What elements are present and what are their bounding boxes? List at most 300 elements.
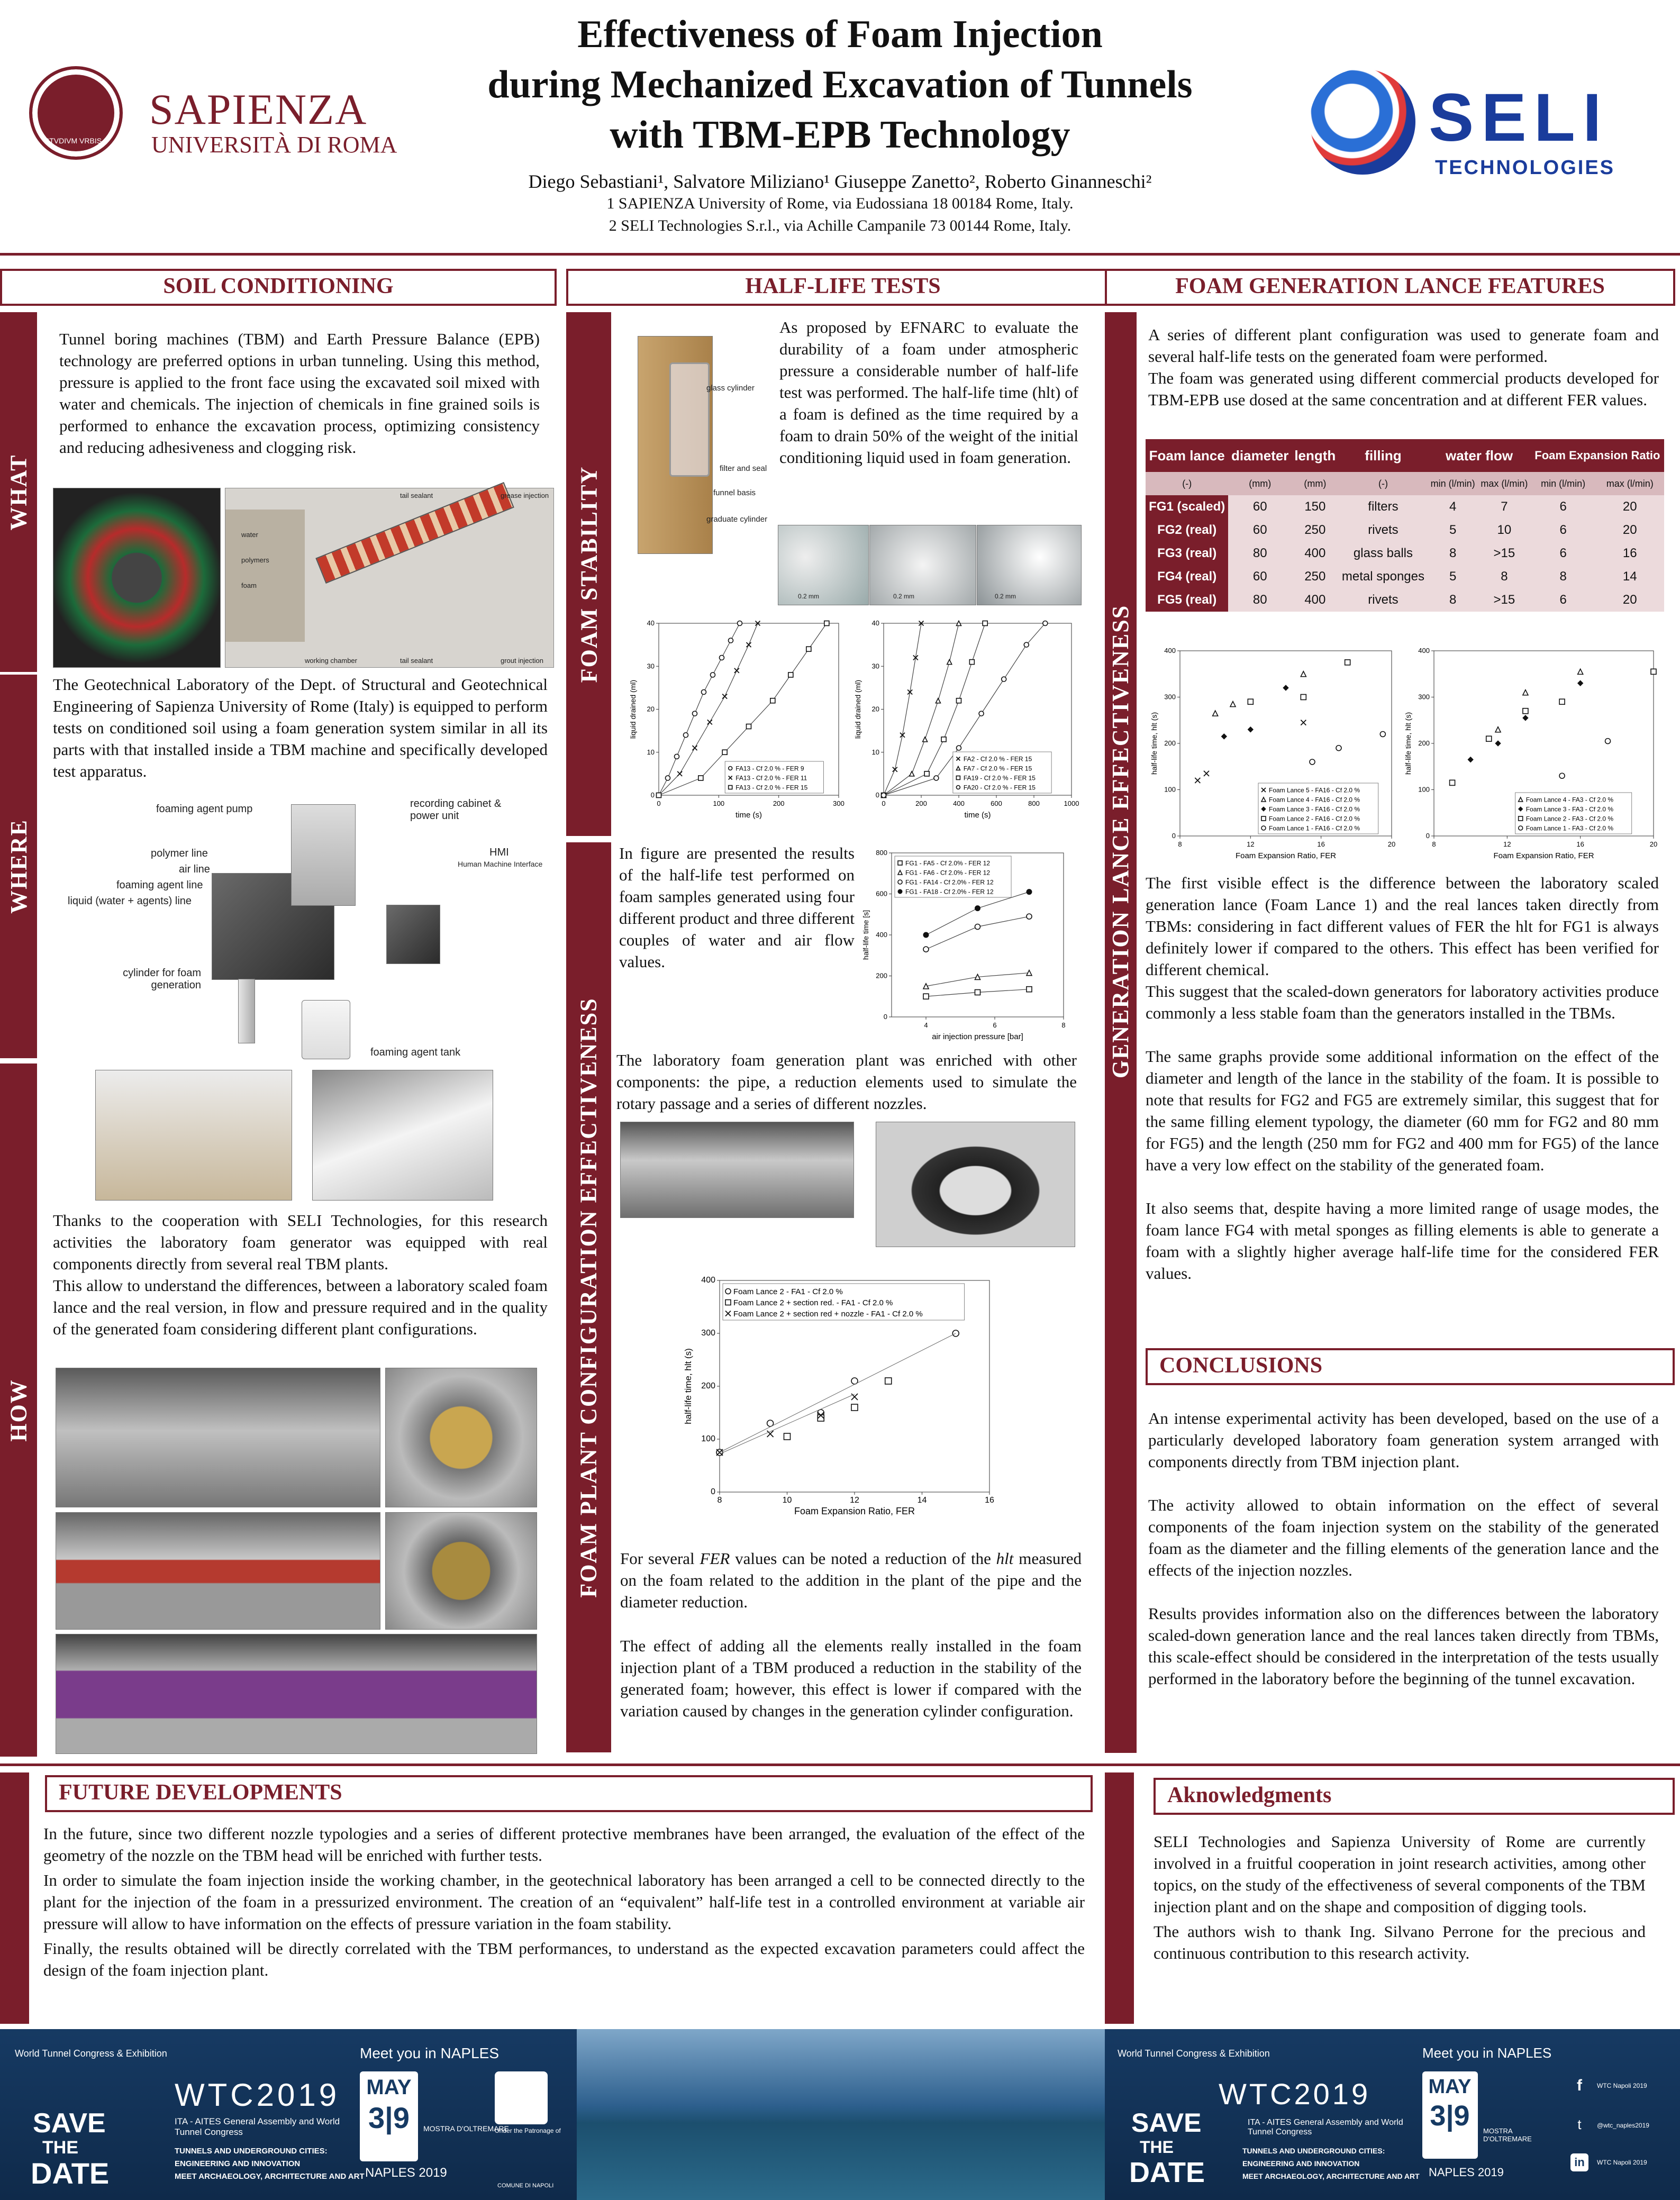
x-tick-label: 8	[717, 1496, 722, 1505]
table-cell: >15	[1478, 542, 1531, 565]
data-point	[956, 786, 960, 789]
data-point	[1310, 759, 1315, 765]
data-point	[941, 737, 946, 742]
data-point	[784, 1433, 791, 1440]
table-cell: 20	[1595, 495, 1664, 519]
table-row	[1146, 495, 1664, 519]
legend-entry: FG1 - FA14 - Cf 2.0% - FER 12	[905, 878, 994, 886]
table-row	[1146, 588, 1664, 612]
micro-scale-1: 0.2 mm	[798, 593, 820, 600]
purple-lance-photo	[56, 1634, 537, 1754]
x-tick-label: 0	[657, 799, 661, 807]
conclusions-p1: An intense experimental activity has been developed, based on the use of a particularly developed laboratory foam generation system arranged with components directly from TBM injection plant.	[1148, 1409, 1659, 1471]
future-p3: Finally, the results obtained will be directly correlated with the TBM performances, to understand as the expected excavation parameters could affect the design of the foam injection plant.	[43, 1939, 1085, 1979]
legend-entry: FG1 - FA6 - Cf 2.0% - FER 12	[905, 869, 991, 877]
banner-right-naples: NAPLES 2019	[1429, 2166, 1504, 2179]
x-axis-label: time (s)	[735, 811, 762, 820]
x-tick-label: 8	[1178, 840, 1182, 848]
affiliation-2: 2 SELI Technologies S.r.l., via Achille Campanile 73 00144 Rome, Italy.	[609, 217, 1071, 234]
data-point	[729, 767, 732, 770]
lance-text-3: The same graphs provide some additional information on the effect of the diameter and length of the lance in the stability of the foam. It is possible to note that results for FG2 and FG5 are extremely similar, this suggest that for the same filling element typology, the diameter (60 mm for FG2 and 80 mm for FG5) and the length (250 mm for FG2 and 400 mm for FG5) of the lance have a very low effect on the stability of the generated foam.	[1146, 1047, 1659, 1174]
table-cell: >15	[1478, 588, 1531, 612]
data-point	[957, 746, 961, 750]
x-tick-label: 200	[915, 799, 927, 807]
where-text: The Geotechnical Laboratory of the Dept. of Structural and Geotechnical Engineering of Sapienza University of Rome (Italy) is equipped to perform tests on conditioned soil using a foam generation system similar in all its parts with that installed inside a TBM machine and specifically developed test apparatus.	[53, 675, 548, 780]
data-point	[675, 754, 679, 759]
ack-text	[1154, 1831, 1646, 1964]
conclusions-side-bar	[1105, 1348, 1137, 1753]
chart-drain-b	[852, 618, 1079, 832]
unit-cell: min (l/min)	[1428, 472, 1478, 495]
y-tick-label: 0	[650, 791, 655, 799]
table-cell: metal sponges	[1339, 565, 1428, 588]
social-linkedin[interactable]: WTC Napoli 2019	[1597, 2159, 1647, 2166]
how-text-1: Thanks to the cooperation with SELI Technologies, for this research activities the laboratory foam generator was equipped with real components directly from several real TBM plants.	[53, 1211, 548, 1273]
banner-right-date: DATE	[1129, 2157, 1205, 2188]
y-tick-label: 0	[1172, 832, 1176, 840]
hose-pipe-photo	[876, 1122, 1075, 1247]
data-point	[1248, 699, 1253, 704]
table-cell: rivets	[1339, 519, 1428, 542]
diag-label-grout: grout injection	[501, 657, 543, 665]
table-cell: 6	[1531, 495, 1596, 519]
foam-lance-table	[1146, 439, 1664, 612]
table-cell: FG2 (real)	[1146, 519, 1228, 542]
table-units-row	[1146, 472, 1664, 495]
foam-micrograph-3	[977, 525, 1082, 605]
table-cell: 150	[1292, 495, 1338, 519]
lance-results	[1146, 872, 1659, 1284]
data-point	[885, 1378, 892, 1384]
title-line-3: with TBM-EPB Technology	[610, 113, 1070, 157]
x-axis-label: time (s)	[964, 811, 991, 820]
y-tick-label: 200	[876, 971, 887, 980]
legend-entry: Foam Lance 2 - FA3 - Cf 2.0 %	[1525, 815, 1614, 823]
data-point	[725, 1289, 731, 1294]
legend-entry: FA19 - Cf 2.0 % - FER 15	[963, 774, 1036, 782]
legend-entry: Foam Lance 2 + section red + nozzle - FA1 - Cf 2.0 %	[733, 1310, 923, 1319]
y-tick-label: 40	[647, 619, 655, 627]
unit-cell: max (l/min)	[1478, 472, 1531, 495]
chart-lance-b	[1402, 646, 1661, 873]
future-side-bar	[0, 1772, 29, 2024]
y-axis-label: liquid drained (ml)	[629, 679, 637, 739]
data-point	[851, 1404, 858, 1411]
table-cell: FG5 (real)	[1146, 588, 1228, 612]
working-chamber	[225, 510, 305, 642]
legend-entry: Foam Lance 2 - FA16 - Cf 2.0 %	[1269, 815, 1360, 823]
spacer	[1146, 1024, 1659, 1046]
reduction-element-photo	[620, 1122, 854, 1218]
future-p2: In order to simulate the foam injection inside the working chamber, in the geotechnical laboratory has been arranged a cell to be connected directly to the plant for the injection of the foam in a pressurized environment. The creation of an “equivalent” half-life test in a controlled environment at variable air pressure will allow to have information on the effects of pressure variation in the foam stability.	[43, 1871, 1085, 1933]
banner-mostra: MOSTRA D'OLTREMARE	[423, 2124, 509, 2133]
data-point	[923, 994, 929, 999]
data-point	[1027, 889, 1032, 895]
lance-text-4: It also seems that, despite having a more limited range of usage modes, the foam lance FG4 with metal sponges as filling elements is able to generate a foam with a slightly higher average half-life time for the considered FER values.	[1146, 1199, 1659, 1283]
x-axis-label: air injection pressure [bar]	[932, 1032, 1023, 1041]
unit-cell: (mm)	[1228, 472, 1292, 495]
ack-p2: The authors wish to thank Ing. Silvano Perrone for the precious and continuous contribution to this research activity.	[1154, 1922, 1646, 1962]
label-filter-seal: filter and seal	[720, 464, 767, 473]
ack-side-bar	[1105, 1772, 1134, 2024]
twitter-icon[interactable]: t	[1577, 2116, 1582, 2132]
data-point	[722, 750, 727, 754]
banner-right-the: THE	[1140, 2138, 1174, 2157]
diag-label-tail-sealant-top: tail sealant	[400, 492, 433, 499]
x-tick-label: 16	[1317, 840, 1325, 848]
banner-right-themes-3: MEET ARCHAEOLOGY, ARCHITECTURE AND ART	[1242, 2172, 1420, 2180]
data-point	[702, 690, 706, 695]
data-point	[1519, 826, 1523, 830]
data-point	[898, 889, 902, 894]
legend-entry: Foam Lance 2 - FA1 - Cf 2.0 %	[733, 1287, 843, 1297]
table-cell: 4	[1428, 495, 1478, 519]
data-point	[975, 924, 980, 930]
side-label-where: WHERE	[0, 675, 37, 1058]
banner-patronage: Under the Patronage of	[495, 2127, 561, 2134]
red-clamp-pipe-photo	[56, 1512, 380, 1630]
side-label-foam-stability: FOAM STABILITY	[566, 312, 611, 836]
table-cell: FG1 (scaled)	[1146, 495, 1228, 519]
label-cylinder: cylinder for foam generation	[123, 967, 201, 991]
chart-pressure	[860, 842, 1071, 1049]
spacer	[1148, 1472, 1659, 1494]
banner-congress: World Tunnel Congress & Exhibition	[15, 2048, 167, 2059]
y-tick-label: 0	[1425, 832, 1430, 840]
beakers-photo	[95, 1070, 292, 1201]
banner-comune: COMUNE DI NAPOLI	[497, 2183, 554, 2189]
th-length: length	[1292, 439, 1338, 472]
side-label-generation-lance: GENERATION LANCE EFFECTIVENESS	[1105, 312, 1137, 1370]
label-foaming-agent-tank: foaming agent tank	[370, 1047, 461, 1058]
glass-balls-filling-photo	[385, 1512, 537, 1630]
data-point	[956, 776, 960, 780]
banner-themes-2: ENGINEERING AND INNOVATION	[175, 2159, 301, 2168]
data-point	[1605, 739, 1611, 744]
table-cell: 250	[1292, 519, 1338, 542]
banner-save: SAVE	[33, 2108, 106, 2139]
conclusions-heading: CONCLUSIONS	[1146, 1348, 1675, 1385]
data-point	[738, 621, 742, 626]
table-cell: 16	[1595, 542, 1664, 565]
legend-entry: FA20 - Cf 2.0 % - FER 15	[963, 784, 1036, 792]
data-point	[1043, 621, 1048, 626]
x-tick-label: 16	[1576, 840, 1584, 848]
table-cell: 7	[1478, 495, 1531, 519]
table-cell: filters	[1339, 495, 1428, 519]
x-tick-label: 8	[1432, 840, 1436, 848]
unit-cell: (-)	[1339, 472, 1428, 495]
legend-entry: Foam Lance 2 + section red. - FA1 - Cf 2.0 %	[733, 1298, 893, 1308]
label-glass-cylinder: glass cylinder	[706, 384, 755, 393]
title-line-1: Effectiveness of Foam Injection	[577, 13, 1103, 56]
x-tick-label: 6	[993, 1021, 997, 1029]
plant-text-1: The laboratory foam generation plant was enriched with other components: the pipe, a reduction elements used to simulate the rotary passage and a series of different nozzles.	[616, 1051, 1077, 1113]
data-point	[698, 776, 703, 780]
banner-may: MAY	[366, 2076, 412, 2099]
y-tick-label: 10	[647, 748, 655, 756]
data-point	[898, 861, 902, 865]
data-point	[1345, 660, 1350, 665]
foam-micrograph-2	[869, 525, 976, 605]
what-text: Tunnel boring machines (TBM) and Earth Pressure Balance (EPB) technology are preferred options in urban tunneling. Using this method, pressure is applied to the front face using the excavated soil mixed with water and chemicals. The injection of chemicals in fine grained soils is performed to enhance the excavation process, optimizing consistency and reducing adhesiveness and clogging risk.	[59, 330, 540, 457]
tbm-section-diagram	[225, 488, 554, 668]
data-point	[657, 793, 661, 798]
unit-cell: (mm)	[1292, 472, 1338, 495]
y-tick-label: 30	[647, 662, 655, 670]
hmi-device-photo	[386, 905, 440, 964]
data-point	[923, 947, 929, 952]
label-hmi: HMI	[489, 847, 509, 858]
data-point	[824, 621, 829, 626]
data-point	[979, 711, 984, 716]
micro-scale-2: 0.2 mm	[893, 593, 915, 600]
seli-subname: TECHNOLOGIES	[1435, 157, 1615, 179]
data-point	[1523, 708, 1528, 714]
x-axis-label: Foam Expansion Ratio, FER	[794, 1506, 915, 1516]
diag-label-tail-sealant-bottom: tail sealant	[400, 657, 433, 665]
affiliation-1: 1 SAPIENZA University of Rome, via Eudossiana 18 00184 Rome, Italy.	[606, 195, 1074, 212]
facebook-icon[interactable]: f	[1577, 2077, 1582, 2094]
y-tick-label: 10	[871, 748, 879, 756]
data-point	[693, 711, 697, 716]
data-point	[882, 793, 886, 798]
banner-right-themes-2: ENGINEERING AND INNOVATION	[1242, 2159, 1360, 2168]
table-header-row	[1146, 439, 1664, 472]
pressure-text: In figure are presented the results of the half-life test performed on foam samples generated using four different product and three different couples of water and air flow values.	[619, 844, 855, 971]
header	[0, 0, 1680, 253]
table-cell: 5	[1428, 519, 1478, 542]
y-tick-label: 20	[647, 705, 655, 713]
table-cell: 8	[1428, 588, 1478, 612]
plant-text-3: The effect of adding all the elements really installed in the foam injection plant of a TBM produced a reduction in the stability of the generated foam; however, this effect is lower if compared with the variation caused by changes in the generation cylinder configuration.	[620, 1637, 1082, 1720]
table-row	[1146, 519, 1664, 542]
lance-intro-1: A series of different plant configuration was used to generate foam and several half-life tests on the generated foam were performed.	[1148, 325, 1659, 366]
lance-text-1: The first visible effect is the difference between the laboratory scaled generation lance (Foam Lance 1) and the real lances taken directly from TBMs: considering in fact different values of FER the hlt for FG1 is always definitely lower if compared to the others. This effect has been verified for different chemical.	[1146, 874, 1659, 979]
banner-naples: NAPLES 2019	[365, 2166, 447, 2180]
diag-label-working-chamber: working chamber	[305, 657, 357, 665]
y-tick-label: 400	[876, 931, 887, 939]
data-point	[923, 932, 929, 938]
x-tick-label: 300	[833, 799, 844, 807]
header-rule	[0, 253, 1680, 256]
wtc-banner-left	[0, 2029, 1105, 2200]
table-cell: FG4 (real)	[1146, 565, 1228, 588]
data-point	[1002, 677, 1006, 681]
table-cell: 6	[1531, 542, 1596, 565]
y-tick-label: 600	[876, 889, 887, 898]
sapienza-seal-text: STVDIVM VRBIS	[44, 137, 102, 145]
data-point	[983, 621, 987, 626]
data-point	[1380, 732, 1385, 737]
y-tick-label: 400	[1164, 647, 1176, 654]
x-axis-label: Foam Expansion Ratio, FER	[1493, 851, 1594, 860]
table-cell: 60	[1228, 519, 1292, 542]
banner-right-mostra: MOSTRA D'OLTREMARE	[1483, 2127, 1532, 2143]
legend-entry: FA13 - Cf 2.0 % - FER 15	[735, 784, 808, 792]
x-tick-label: 12	[1247, 840, 1255, 848]
y-tick-label: 300	[1418, 693, 1430, 701]
banner-meet: Meet you in NAPLES	[360, 2045, 500, 2061]
table-cell: 10	[1478, 519, 1531, 542]
table-cell: rivets	[1339, 588, 1428, 612]
table-cell: 8	[1531, 565, 1596, 588]
authors: Diego Sebastiani¹, Salvatore Miliziano¹ Giuseppe Zanetto², Roberto Ginanneschi²	[528, 171, 1152, 192]
device-glass-cylinder	[669, 362, 710, 477]
y-tick-label: 100	[701, 1434, 715, 1443]
th-water-flow: water flow	[1428, 439, 1530, 472]
banner-right-meet: Meet you in NAPLES	[1422, 2045, 1552, 2061]
table-cell: 80	[1228, 542, 1292, 565]
data-point	[1559, 699, 1565, 704]
legend-entry: FA2 - Cf 2.0 % - FER 15	[963, 755, 1032, 763]
data-point	[1027, 914, 1032, 919]
data-point	[1486, 736, 1492, 741]
seli-globe-icon	[1310, 69, 1415, 175]
banner-themes-1: TUNNELS AND UNDERGROUND CITIES:	[175, 2147, 328, 2156]
table-cell: 250	[1292, 565, 1338, 588]
banner-wtc: WTC2019	[175, 2077, 340, 2113]
sapienza-name: SAPIENZA	[149, 85, 368, 133]
conclusions-p2: The activity allowed to obtain information on the effect of several components of the foam injection system on the stability of the generated foam as the diameter and the filling elements of the generation lance and the effects of the injection nozzles.	[1148, 1496, 1659, 1579]
data-point	[975, 990, 980, 995]
data-point	[934, 776, 939, 780]
table-cell: 20	[1595, 519, 1664, 542]
side-label-how: HOW	[0, 1063, 37, 1757]
banner-right-themes-1: TUNNELS AND UNDERGROUND CITIES:	[1242, 2147, 1385, 2155]
banner-sponsor-logos	[495, 2071, 548, 2124]
seli-name: SELI	[1429, 80, 1609, 156]
banner-right-save: SAVE	[1131, 2108, 1202, 2138]
y-axis-label: liquid drained (ml)	[853, 679, 862, 739]
x-tick-label: 400	[953, 799, 965, 807]
x-tick-label: 800	[1028, 799, 1040, 807]
x-tick-label: 200	[773, 799, 785, 807]
spacer	[1146, 1176, 1659, 1197]
data-point	[684, 733, 688, 738]
diag-label-polymers: polymers	[241, 556, 269, 564]
social-twitter[interactable]: @wtc_naples2019	[1597, 2122, 1649, 2129]
label-graduate-cylinder: graduate cylinder	[706, 515, 768, 524]
y-tick-label: 30	[871, 662, 879, 670]
plant-text-2: For several FER values can be noted a reduction of the hlt measured on the foam related to the addition in the plant of the pipe and the diameter reduction.	[620, 1549, 1082, 1611]
table-row	[1146, 542, 1664, 565]
micro-scale-3: 0.2 mm	[995, 593, 1016, 600]
banner-date: DATE	[31, 2157, 110, 2190]
unit-cell: min (l/min)	[1531, 472, 1596, 495]
table-cell: 20	[1595, 588, 1664, 612]
legend-entry: Foam Lance 3 - FA16 - Cf 2.0 %	[1269, 805, 1360, 813]
half-life-intro: As proposed by EFNARC to evaluate the durability of a foam under atmospheric pressure a considerable number of half-life test was performed. The half-life time (hlt) of a foam is defined as the time required by a foam to drain 50% of the weight of the initial conditioning liquid used in foam generation.	[779, 318, 1078, 467]
data-point	[1024, 642, 1029, 647]
banner-right-wtc: WTC2019	[1219, 2077, 1371, 2111]
y-tick-label: 300	[701, 1329, 715, 1338]
label-air-line: air line	[179, 863, 210, 875]
data-point	[1027, 987, 1032, 992]
table-cell: 60	[1228, 565, 1292, 588]
data-point	[957, 698, 961, 703]
y-tick-label: 0	[711, 1487, 715, 1496]
half-life-tests-heading: HALF-LIFE TESTS	[566, 269, 1120, 306]
how-text	[53, 1210, 548, 1340]
y-tick-label: 200	[1164, 739, 1176, 747]
banner-ita: ITA - AITES General Assembly and World Tunnel Congress	[175, 2116, 340, 2137]
foam-micrograph-1	[778, 525, 869, 605]
future-developments-heading: FUTURE DEVELOPMENTS	[45, 1775, 1093, 1812]
data-point	[1559, 773, 1565, 778]
y-tick-label: 40	[871, 619, 879, 627]
social-facebook[interactable]: WTC Napoli 2019	[1597, 2082, 1647, 2089]
data-point	[975, 906, 980, 911]
acknowledgments-heading: Aknowledgments	[1154, 1778, 1675, 1815]
lance-intro	[1148, 324, 1659, 411]
conclusions-p3: Results provides information also on the differences between the laboratory scaled-down generation lance and the real lances taken directly from TBMs, this scale-effect should be considered in the interpretation of the tests usually performed in the laboratory before the beginning of the tunnel excavation.	[1148, 1604, 1659, 1688]
chart-plant	[683, 1270, 1000, 1529]
tbm-cutterhead-photo	[53, 488, 221, 668]
table-cell: 400	[1292, 542, 1338, 565]
banner-right-congress: World Tunnel Congress & Exhibition	[1118, 2048, 1270, 2059]
diag-label-grease: grease injection	[501, 492, 549, 499]
data-point	[969, 660, 974, 665]
legend-entry: Foam Lance 5 - FA16 - Cf 2.0 %	[1269, 786, 1360, 794]
y-axis-label: half-life time, hlt (s)	[683, 1348, 693, 1424]
lance-text-2: This suggest that the scaled-down generators for laboratory activities produce commonly a less stable foam than the generators installed in the TBMs.	[1146, 982, 1659, 1022]
legend-entry: Foam Lance 4 - FA3 - Cf 2.0 %	[1525, 796, 1614, 804]
table-row	[1146, 565, 1664, 588]
data-point	[747, 724, 751, 729]
linkedin-icon[interactable]: in	[1570, 2153, 1588, 2171]
table-cell: 14	[1595, 565, 1664, 588]
lance-intro-2: The foam was generated using different commercial products developed for TBM-EPB use dosed at the same concentration and at different FER values.	[1148, 369, 1659, 409]
banner-right-ita: ITA - AITES General Assembly and World Tunnel Congress	[1248, 2118, 1403, 2137]
legend-entry: FG1 - FA18 - Cf 2.0% - FER 12	[905, 888, 994, 896]
data-point	[1450, 780, 1455, 785]
data-point	[1336, 746, 1341, 751]
table-cell: 400	[1292, 588, 1338, 612]
x-tick-label: 0	[882, 799, 886, 807]
banner-right-may: MAY	[1428, 2076, 1472, 2098]
diag-label-foam: foam	[241, 581, 257, 589]
label-funnel-basis: funnel basis	[713, 488, 756, 497]
th-filling: filling	[1339, 439, 1428, 472]
legend-entry: Foam Lance 1 - FA3 - Cf 2.0 %	[1525, 824, 1614, 832]
banner-dates: 3|9	[368, 2101, 410, 2134]
y-tick-label: 0	[883, 1013, 887, 1021]
chart-lance-a	[1148, 646, 1400, 873]
data-point	[788, 672, 793, 677]
table-cell: 80	[1228, 588, 1292, 612]
foaming-agent-tank-photo	[302, 1000, 350, 1059]
label-foaming-agent-pump: foaming agent pump	[156, 803, 253, 815]
table-cell: 6	[1531, 519, 1596, 542]
data-point	[1519, 816, 1523, 821]
data-point	[720, 656, 724, 660]
data-point	[924, 771, 929, 776]
y-axis-label: half-life time, hlt (s)	[1404, 712, 1412, 775]
x-tick-label: 100	[713, 799, 725, 807]
y-tick-label: 200	[701, 1381, 715, 1390]
table-cell: 8	[1428, 542, 1478, 565]
legend-entry: FA7 - Cf 2.0 % - FER 15	[963, 765, 1032, 772]
data-point	[770, 698, 775, 703]
x-tick-label: 20	[1387, 840, 1396, 848]
y-tick-label: 200	[1418, 739, 1430, 747]
y-tick-label: 100	[1418, 785, 1430, 794]
x-tick-label: 12	[1503, 840, 1511, 848]
th-fer: Foam Expansion Ratio	[1531, 439, 1664, 472]
table-cell: glass balls	[1339, 542, 1428, 565]
unit-cell: (-)	[1146, 472, 1228, 495]
